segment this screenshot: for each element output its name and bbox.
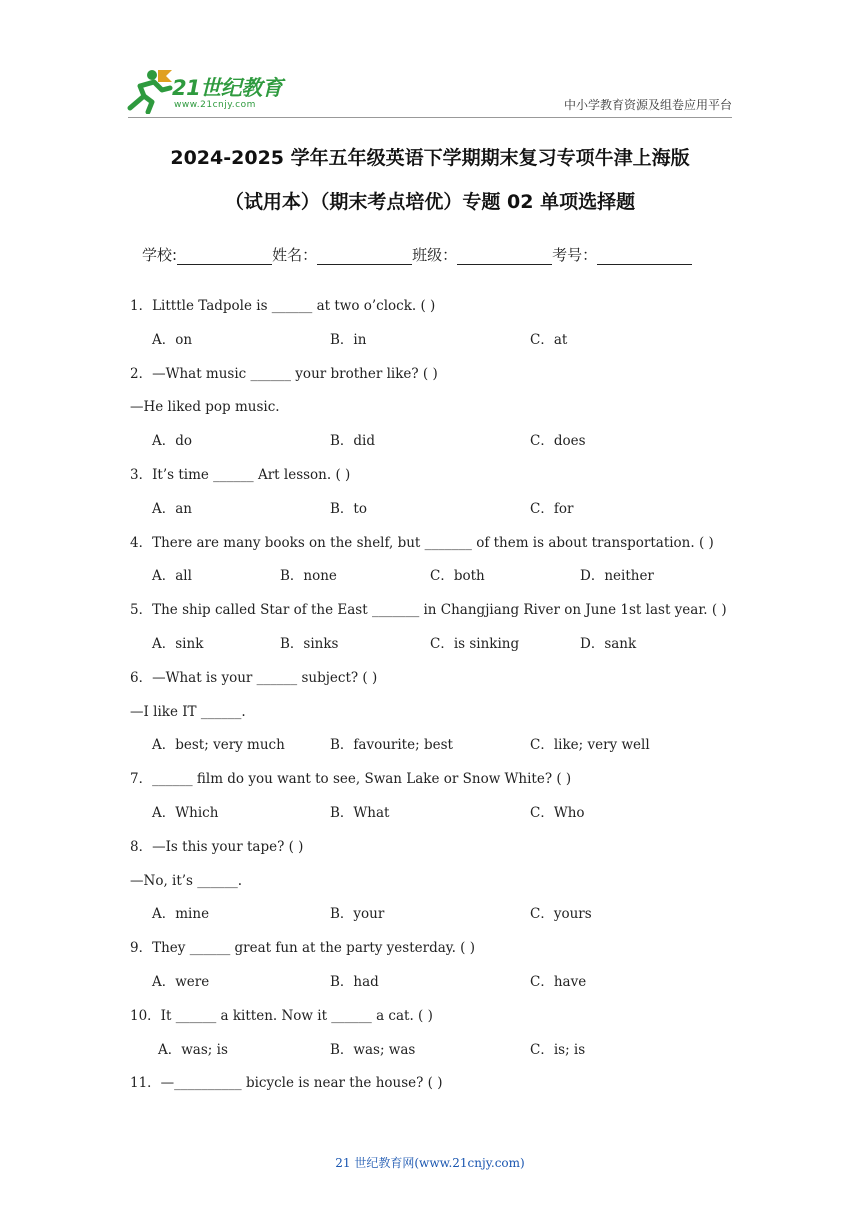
number-field[interactable] [552, 244, 692, 265]
school-label: 学校: [142, 246, 178, 264]
page-title-line2: （试用本）（期末考点培优）专题 02 单项选择题 [224, 191, 636, 213]
question-stem: 7．______ film do you want to see, Swan Lake or Snow White? ( ) [130, 771, 572, 788]
option-a[interactable]: A．sink [152, 635, 204, 652]
question-list [130, 296, 750, 1107]
option-b[interactable]: B．had [330, 973, 379, 990]
question-stem: 3．It’s time ______ Art lesson. ( ) [130, 466, 351, 483]
option-b[interactable]: B．none [280, 568, 337, 585]
option-a[interactable]: A．mine [152, 906, 210, 923]
class-field[interactable] [412, 244, 552, 265]
option-c[interactable]: C．Who [530, 804, 585, 821]
question-stem: 4．There are many books on the shelf, but _______ of them is about transportation. ( ) [130, 534, 714, 551]
number-label: 考号： [552, 246, 598, 264]
platform-label: 中小学教育资源及组卷应用平台 [563, 98, 732, 112]
option-c[interactable]: C．does [530, 433, 586, 450]
option-c[interactable]: C．at [530, 331, 568, 348]
option-a[interactable]: A．do [152, 433, 193, 450]
option-c[interactable]: C．is sinking [430, 635, 520, 652]
option-c[interactable]: C．like; very well [530, 737, 650, 754]
logo-text: 21世纪教育 [172, 76, 283, 100]
option-a[interactable]: A．an [152, 500, 192, 517]
option-b[interactable]: B．your [330, 906, 385, 923]
option-c[interactable]: C．for [530, 500, 574, 517]
option-b[interactable]: B．What [330, 804, 390, 821]
option-row [130, 1040, 750, 1074]
question-response: —I like IT ______. [130, 703, 246, 720]
footer: 21 世纪教育网(www.21cnjy.com) [335, 1156, 525, 1170]
option-b[interactable]: B．sinks [280, 635, 339, 652]
question-stem: 8．—Is this your tape? ( ) [130, 838, 304, 855]
option-row [130, 330, 750, 364]
option-d[interactable]: D．neither [580, 568, 654, 585]
page-title-line1: 2024-2025 学年五年级英语下学期期末复习专项牛津上海版 [170, 147, 690, 169]
option-row [130, 499, 750, 533]
option-c[interactable]: C．yours [530, 906, 592, 923]
option-a[interactable]: A．best; very much [152, 737, 285, 754]
question-stem: 11．—__________ bicycle is near the house? ( ) [130, 1075, 443, 1092]
option-row [130, 566, 750, 600]
option-b[interactable]: B．was; was [330, 1041, 416, 1058]
option-b[interactable]: B．favourite; best [330, 737, 453, 754]
option-b[interactable]: B．in [330, 331, 367, 348]
option-row [130, 803, 750, 837]
option-a[interactable]: A．Which [152, 804, 219, 821]
question-stem: 1．Litttle Tadpole is ______ at two o’clock. ( ) [130, 298, 436, 314]
class-blank[interactable] [457, 247, 552, 265]
option-a[interactable]: A．were [152, 973, 210, 990]
option-row [130, 904, 750, 938]
option-row [130, 634, 750, 668]
question-stem: 9．They ______ great fun at the party yesterday. ( ) [130, 940, 476, 957]
name-field[interactable] [272, 244, 412, 265]
option-b[interactable]: B．did [330, 433, 376, 450]
school-blank[interactable] [177, 247, 272, 265]
option-b[interactable]: B．to [330, 500, 367, 517]
header-divider [128, 117, 732, 118]
question-stem: 5．The ship called Star of the East _______ in Changjiang River on June 1st last year. ( ) [130, 602, 727, 619]
option-c[interactable]: C．is; is [530, 1041, 586, 1058]
logo-url: www.21cnjy.com [174, 100, 256, 110]
option-a[interactable]: A．all [152, 568, 192, 585]
question-stem: 2．—What music ______ your brother like? ( ) [130, 365, 438, 382]
question-stem: 10．It ______ a kitten. Now it ______ a cat. ( ) [130, 1007, 433, 1024]
option-d[interactable]: D．sank [580, 635, 637, 652]
class-label: 班级： [412, 246, 458, 264]
student-info-row [142, 244, 692, 265]
name-blank[interactable] [317, 247, 412, 265]
option-row [130, 972, 750, 1006]
option-row [130, 735, 750, 769]
option-a[interactable]: A．was; is [158, 1041, 228, 1058]
option-row [130, 431, 750, 465]
option-c[interactable]: C．both [430, 568, 485, 585]
logo [122, 68, 292, 116]
runner-logo-icon [122, 68, 174, 114]
school-field[interactable] [142, 244, 272, 265]
option-a[interactable]: A．on [152, 331, 193, 348]
number-blank[interactable] [597, 247, 692, 265]
question-response: —No, it’s ______. [130, 872, 243, 889]
question-response: —He liked pop music. [130, 399, 280, 416]
name-label: 姓名： [272, 246, 318, 264]
question-stem: 6．—What is your ______ subject? ( ) [130, 669, 378, 686]
option-c[interactable]: C．have [530, 973, 587, 990]
